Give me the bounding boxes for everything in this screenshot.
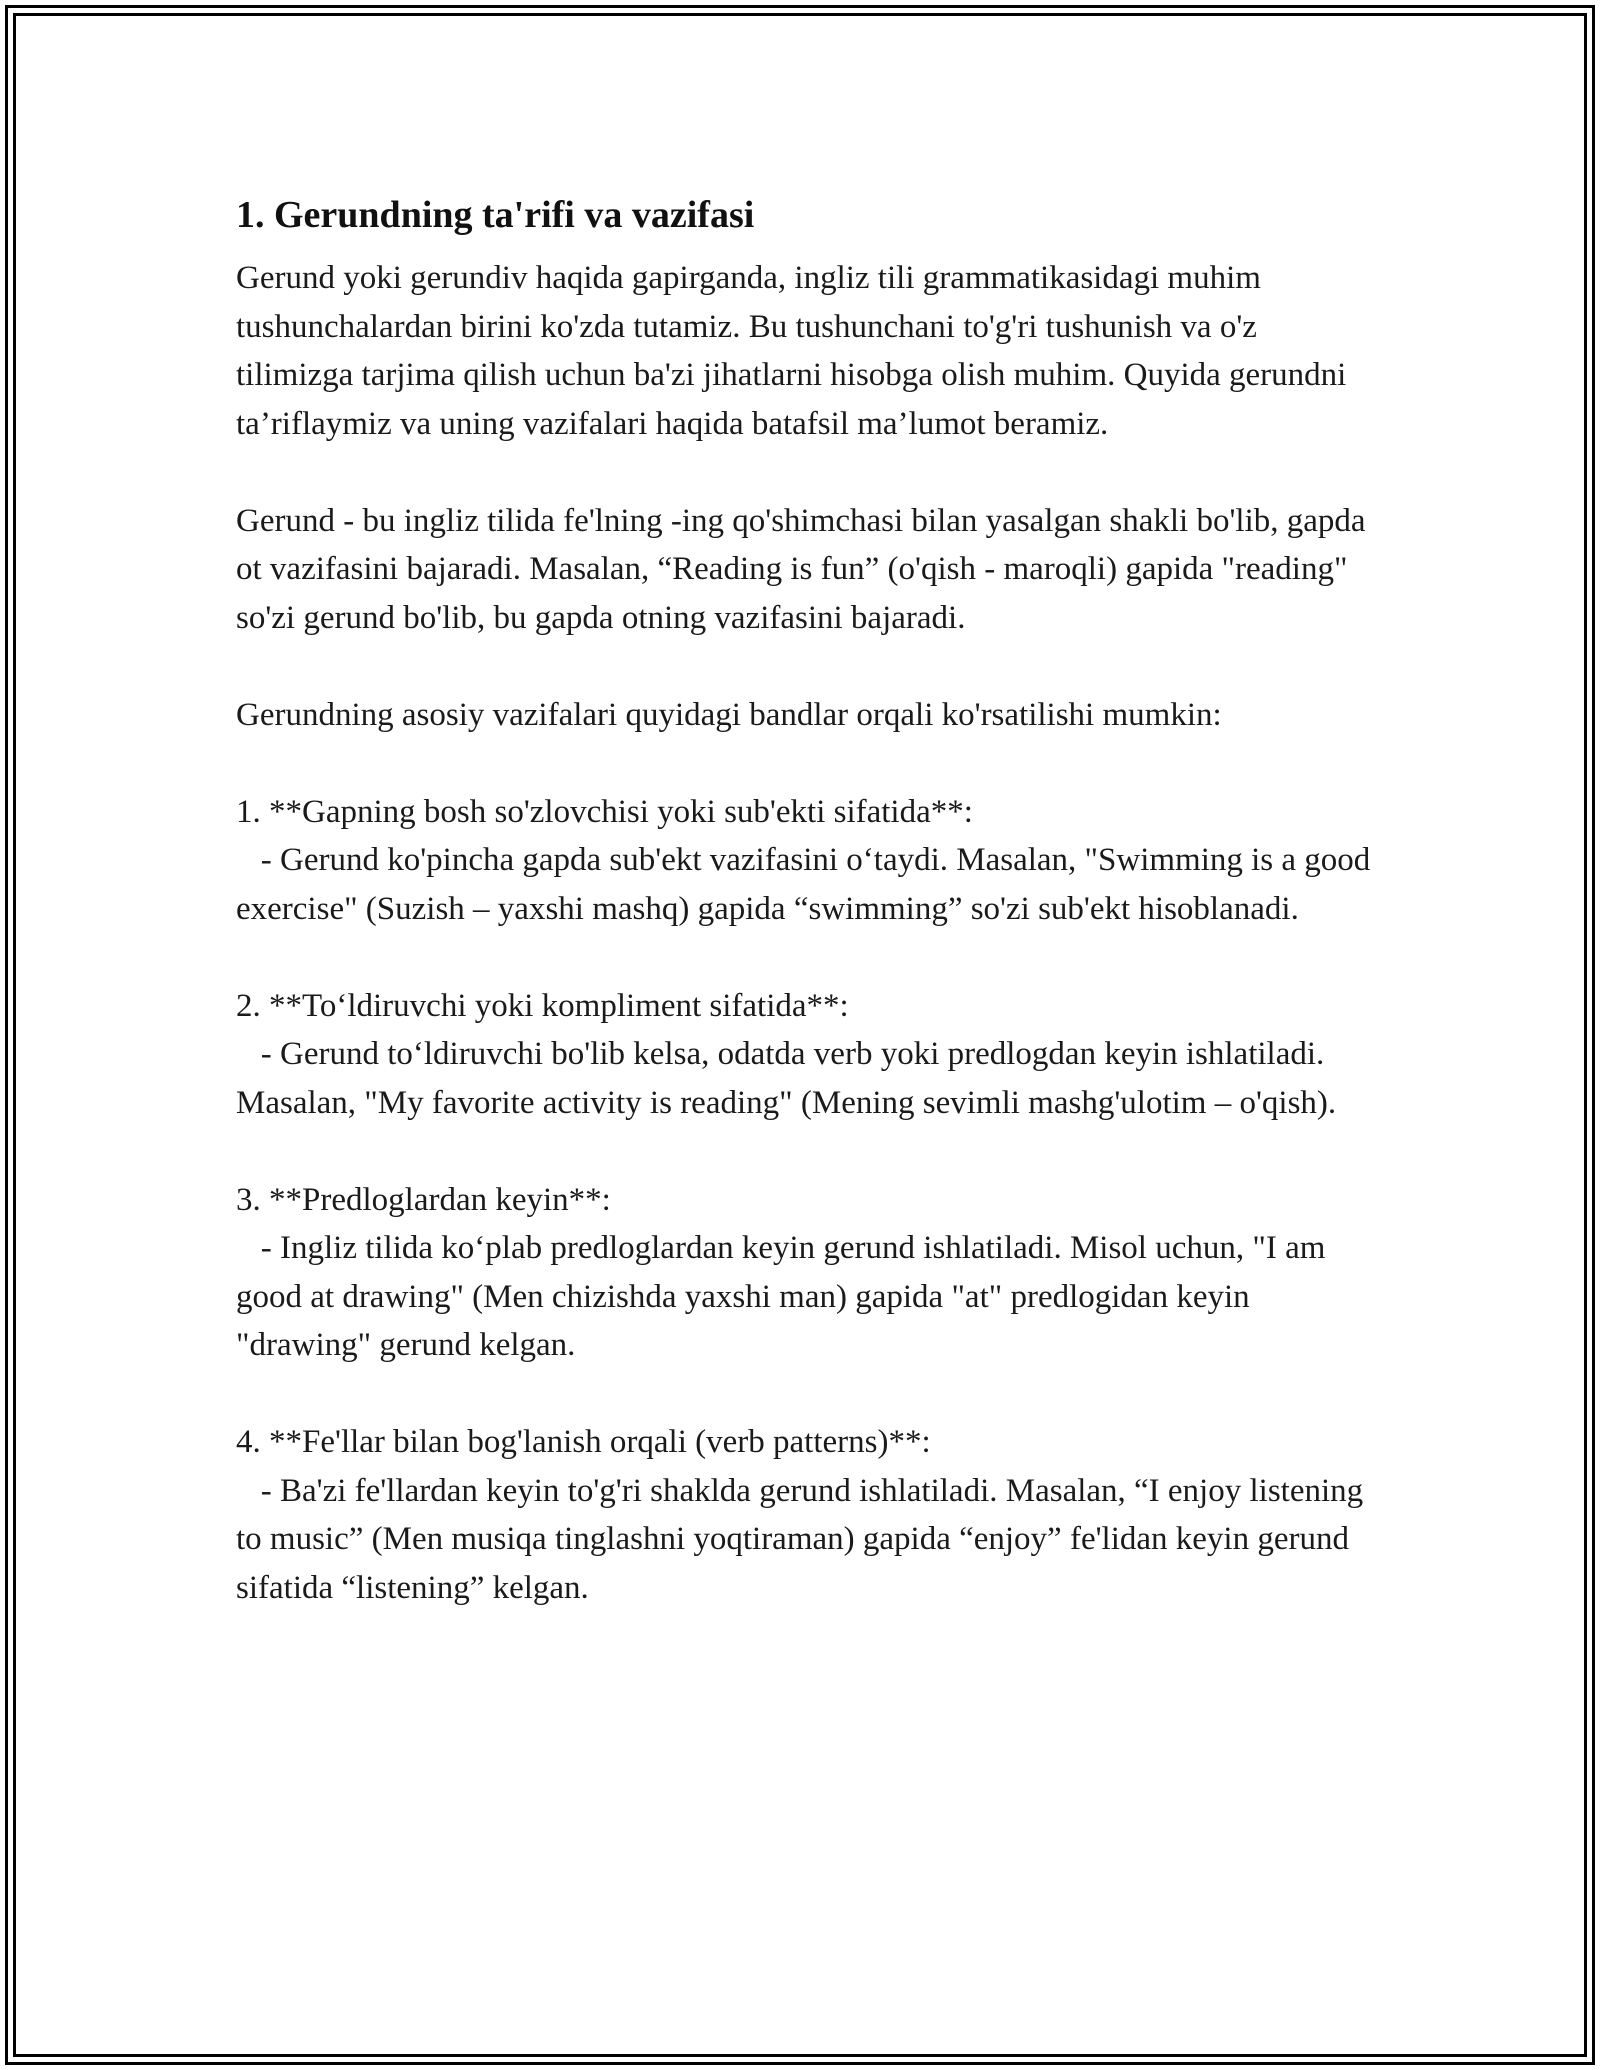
list-item-body: - Gerund to‘ldiruvchi bo'lib kelsa, odatda verb yoki predlogdan keyin ishlatiladi. Masalan, "My favorite activity is reading" (Mening sevimli mashg'ulotim – o'qish). [236,1036,1337,1121]
list-item-subject [236,788,1379,934]
intro-paragraph: Gerund yoki gerundiv haqida gapirganda, ingliz tili grammatikasidagi muhim tushunchalardan birini ko'zda tutamiz. Bu tushunchani to'g'ri tushunish va o'z tilimizga tarjima qilish uchun ba'zi jihatlarni hisobga olish muhim. Quyida gerundni ta’riflaymiz va uning vazifalari haqida batafsil ma’lumot beramiz. [236,260,1355,442]
list-item-title: 4. **Fe'llar bilan bog'lanish orqali (verb patterns)**: [236,1424,931,1460]
functions-intro-paragraph: Gerundning asosiy vazifalari quyidagi bandlar orqali ko'rsatilishi mumkin: [236,696,1222,733]
list-item-verb-patterns [236,1418,1376,1612]
section-heading: 1. Gerundning ta'rifi va vazifasi [236,194,755,236]
list-item-body: - Ingliz tilida ko‘plab predloglardan keyin gerund ishlatiladi. Misol uchun, "I am good at drawing" (Men chizishda yaxshi man) gapida "at" predlogidan keyin "drawing" gerund kelgan. [236,1230,1334,1363]
list-item-body: - Gerund ko'pincha gapda sub'ekt vazifasini o‘taydi. Masalan, "Swimming is a good exercise" (Suzish – yaxshi mashq) gapida “swimming” so'zi sub'ekt hisoblanadi. [236,842,1379,927]
list-item-title: 1. **Gapning bosh so'zlovchisi yoki sub'ekti sifatida**: [236,793,973,830]
list-item-complement [236,982,1376,1128]
list-item-body: - Ba'zi fe'llardan keyin to'g'ri shaklda gerund ishlatiladi. Masalan, “I enjoy listening to music” (Men musiqa tinglashni yoqtiraman) gapida “enjoy” fe'lidan keyin gerund sifatida “listening” kelgan. [236,1472,1372,1606]
list-item-title: 2. **To‘ldiruvchi yoki kompliment sifatida**: [236,987,849,1024]
definition-paragraph: Gerund - bu ingliz tilida fe'lning -ing qo'shimchasi bilan yasalgan shakli bo'lib, gapda ot vazifasini bajaradi. Masalan, “Reading is fun” (o'qish - maroqli) gapida "reading" so'zi gerund bo'lib, bu gapda otning vazifasini bajaradi. [236,502,1374,636]
list-item-prepositions [236,1176,1376,1370]
list-item-title: 3. **Predloglardan keyin**: [236,1181,611,1218]
document-body [236,182,1379,1661]
